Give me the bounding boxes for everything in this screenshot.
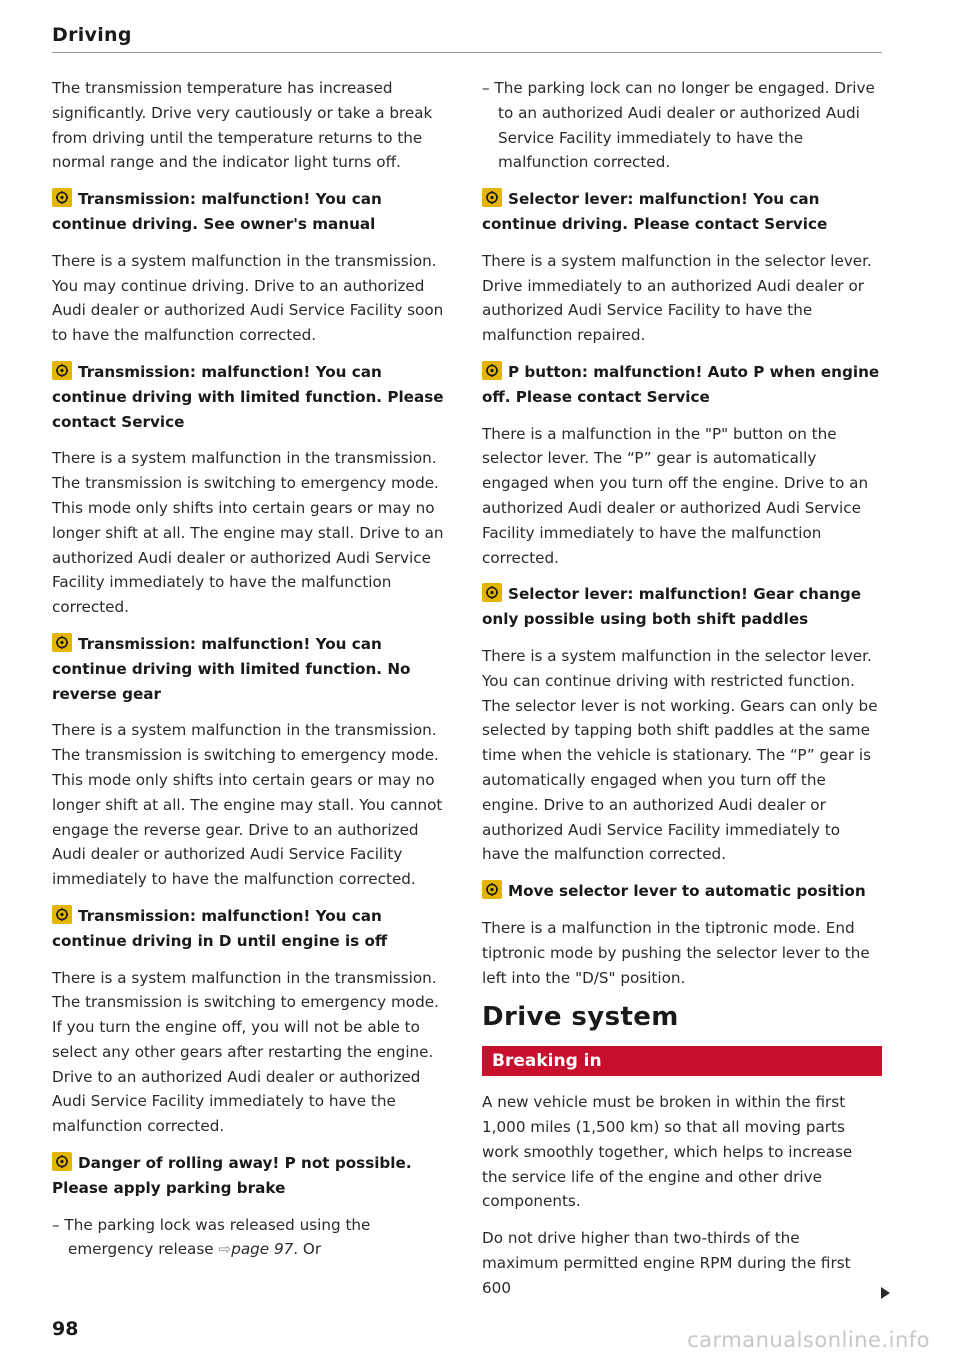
- warning-heading: [482, 187, 882, 237]
- warning-heading-text: Transmission: malfunction! You can continue driving with limited function. Please contact Service: [52, 362, 444, 431]
- warning-heading-text: P button: malfunction! Auto P when engine off. Please contact Service: [482, 362, 880, 406]
- list-item-text: – The parking lock was released using the emergency release: [52, 1215, 371, 1259]
- page-link-arrow: ⇨: [218, 1240, 232, 1259]
- page-number: 98: [52, 1318, 79, 1340]
- warning-heading: [482, 879, 882, 904]
- warning-heading: [52, 632, 452, 706]
- list-item: – The parking lock can no longer be engaged. Drive to an authorized Audi dealer or authorized Audi Service Facility immediately to have the malfunction corrected.: [482, 79, 875, 172]
- warning-heading-text: Transmission: malfunction! You can continue driving in D until engine is off: [52, 906, 388, 950]
- warning-heading-text: Selector lever: malfunction! Gear change only possible using both shift paddles: [482, 585, 862, 629]
- paragraph: There is a system malfunction in the transmission. The transmission is switching to emergency mode. If you turn the engine off, you will not be able to select any other gears after restarting the engine. Drive to an authorized Audi dealer or authorized Audi Service Facility immediately to have the malfunction corrected.: [52, 968, 439, 1136]
- warning-heading: [482, 360, 882, 410]
- page-reference-link[interactable]: [218, 1240, 293, 1258]
- warning-heading-text: Move selector lever to automatic position: [508, 882, 866, 901]
- paragraph: There is a system malfunction in the transmission. The transmission is switching to emergency mode. This mode only shifts into certain gears or may no longer shift at all. The engine may stall. You cannot engage the reverse gear. Drive to an authorized Audi dealer or authorized Audi Service Facility immediately to have the malfunction corrected.: [52, 721, 443, 889]
- transmission-warning-icon: [482, 188, 502, 207]
- warning-heading: [52, 1151, 452, 1201]
- transmission-warning-icon: [482, 583, 502, 602]
- list-item: [52, 1213, 452, 1263]
- warning-heading: [52, 904, 452, 954]
- header-divider: [52, 52, 882, 53]
- paragraph: A new vehicle must be broken in within the first 1,000 miles (1,500 km) so that all moving parts work smoothly together, which helps to increase the service life of the engine and other drive components.: [482, 1093, 853, 1211]
- continue-arrow-icon[interactable]: [881, 1287, 890, 1299]
- paragraph: There is a system malfunction in the transmission. You may continue driving. Drive to an authorized Audi dealer or authorized Audi Service Facility soon to have the malfunction corrected.: [52, 251, 444, 345]
- warning-heading: [52, 360, 452, 434]
- transmission-warning-icon: [52, 1152, 72, 1171]
- paragraph: Do not drive higher than two-thirds of the maximum permitted engine RPM during the first 600: [482, 1229, 851, 1297]
- paragraph: There is a malfunction in the "P" button on the selector lever. The “P” gear is automatically engaged when you turn off the engine. Drive to an authorized Audi dealer or authorized Audi Service Facility immediately to have the malfunction corrected.: [482, 424, 869, 567]
- paragraph: There is a malfunction in the tiptronic mode. End tiptronic mode by pushing the selector lever to the left into the "D/S" position.: [482, 918, 870, 987]
- watermark: carmanualsonline.info: [687, 1328, 930, 1352]
- section-title: Drive system: [482, 1002, 679, 1033]
- warning-heading: [482, 582, 882, 632]
- warning-heading-text: Danger of rolling away! P not possible. Please apply parking brake: [52, 1154, 412, 1197]
- list-item-suffix: . Or: [293, 1240, 322, 1259]
- transmission-warning-icon: [482, 361, 502, 380]
- transmission-warning-icon: [482, 880, 502, 899]
- paragraph: There is a system malfunction in the selector lever. You can continue driving with restricted function. The selector lever is not working. Gears can only be selected by tapping both shift paddles at the same time when the vehicle is stationary. The “P” gear is automatically engaged when you turn off the engine. Drive to an authorized Audi dealer or authorized Audi Service Facility immediately to have the malfunction corrected.: [482, 646, 878, 864]
- left-column: [52, 76, 452, 1274]
- warning-heading: [52, 187, 452, 237]
- paragraph: There is a system malfunction in the transmission. The transmission is switching to emergency mode. This mode only shifts into certain gears or may no longer shift at all. The engine may stall. Drive to an authorized Audi dealer or authorized Audi Service Facility immediately to have the malfunction corrected.: [52, 449, 444, 617]
- warning-heading-text: Transmission: malfunction! You can continue driving with limited function. No reverse gear: [52, 634, 411, 703]
- warning-heading-text: Transmission: malfunction! You can continue driving. See owner's manual: [52, 190, 382, 233]
- transmission-warning-icon: [52, 633, 72, 652]
- transmission-warning-icon: [52, 361, 72, 380]
- chapter-title: Driving: [52, 24, 132, 46]
- paragraph: There is a system malfunction in the selector lever. Drive immediately to an authorized Audi dealer or authorized Audi Service Facility to have the malfunction repaired.: [482, 251, 872, 345]
- page-reference-text: page 97: [231, 1240, 294, 1259]
- continued-paragraph: [482, 1226, 882, 1300]
- subsection-banner: Breaking in: [482, 1046, 882, 1076]
- right-column: [482, 76, 882, 1313]
- paragraph: The transmission temperature has increased significantly. Drive very cautiously or take a break from driving until the temperature returns to the normal range and the indicator light turns off.: [52, 79, 433, 172]
- transmission-warning-icon: [52, 188, 72, 207]
- transmission-warning-icon: [52, 905, 72, 924]
- warning-heading-text: Selector lever: malfunction! You can continue driving. Please contact Service: [482, 190, 828, 233]
